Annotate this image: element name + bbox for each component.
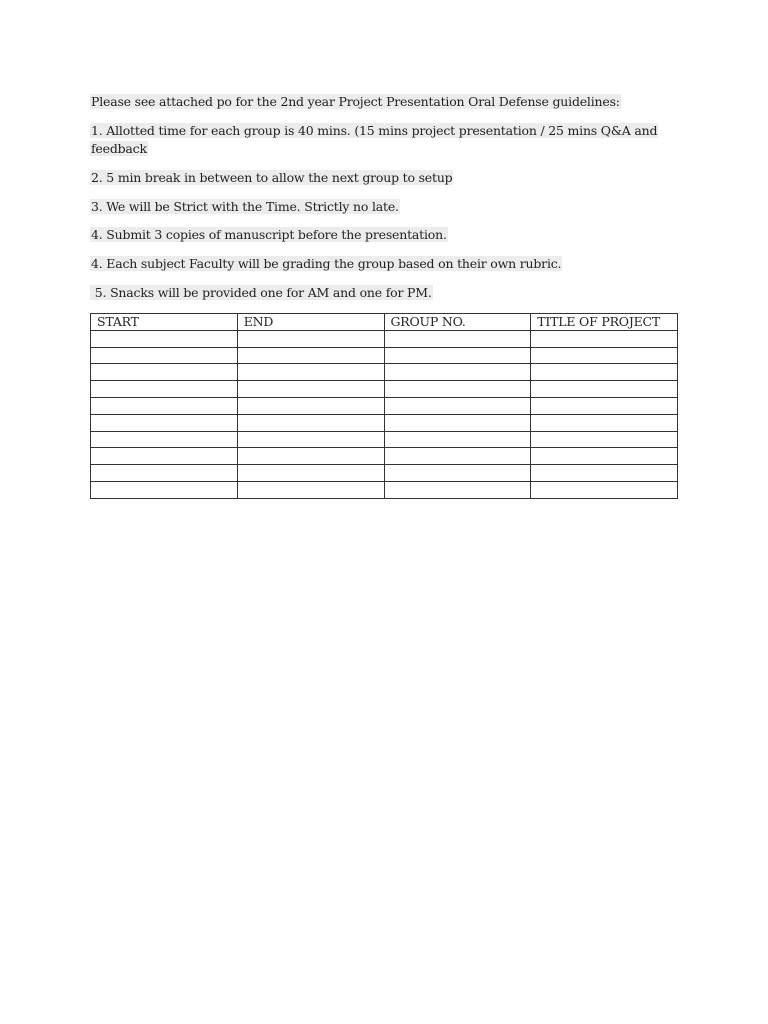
table-cell[interactable] xyxy=(531,431,678,448)
guideline-item-1 xyxy=(90,122,658,140)
table-cell[interactable] xyxy=(237,364,384,381)
guideline-item-6 xyxy=(90,284,433,302)
guideline-item-2-text: 2. 5 min break in between to allow the next group to setup xyxy=(91,170,453,185)
table-cell[interactable] xyxy=(384,330,531,347)
table-cell[interactable] xyxy=(384,414,531,431)
table-cell[interactable] xyxy=(237,465,384,482)
table-cell[interactable] xyxy=(384,481,531,498)
table-cell[interactable] xyxy=(531,414,678,431)
table-row xyxy=(91,465,678,482)
table-cell[interactable] xyxy=(237,414,384,431)
table-cell[interactable] xyxy=(91,397,238,414)
table-cell[interactable] xyxy=(237,448,384,465)
guideline-item-4 xyxy=(90,226,448,244)
guideline-item-1-line-1: 1. Allotted time for each group is 40 mins. (15 mins project presentation / 25 mins Q&A and xyxy=(91,123,658,138)
table-cell[interactable] xyxy=(91,347,238,364)
guideline-item-5-text: 4. Each subject Faculty will be grading the group based on their own rubric. xyxy=(91,256,562,271)
table-cell[interactable] xyxy=(531,347,678,364)
table-cell[interactable] xyxy=(531,397,678,414)
guideline-item-6-text: 5. Snacks will be provided one for AM and one for PM. xyxy=(91,285,432,300)
guideline-item-2 xyxy=(90,169,453,187)
table-cell[interactable] xyxy=(384,364,531,381)
table-row xyxy=(91,397,678,414)
intro-text xyxy=(90,93,621,111)
table-cell[interactable] xyxy=(531,364,678,381)
table-cell[interactable] xyxy=(91,431,238,448)
header-end: END xyxy=(237,314,384,331)
table-cell[interactable] xyxy=(531,465,678,482)
table-cell[interactable] xyxy=(237,481,384,498)
table-cell[interactable] xyxy=(91,414,238,431)
table-header-row xyxy=(91,314,678,331)
table-cell[interactable] xyxy=(91,381,238,398)
header-start: START xyxy=(91,314,238,331)
header-title-of-project: TITLE OF PROJECT xyxy=(531,314,678,331)
guideline-item-1-line-2: feedback xyxy=(91,141,147,156)
guideline-item-3-text: 3. We will be Strict with the Time. Strictly no late. xyxy=(91,199,399,214)
table-cell[interactable] xyxy=(237,330,384,347)
table-row xyxy=(91,481,678,498)
table-row xyxy=(91,347,678,364)
table-cell[interactable] xyxy=(531,381,678,398)
header-group-no: GROUP NO. xyxy=(384,314,531,331)
table-cell[interactable] xyxy=(237,347,384,364)
table-cell[interactable] xyxy=(91,364,238,381)
table-cell[interactable] xyxy=(384,448,531,465)
schedule-table xyxy=(90,313,678,499)
table-cell[interactable] xyxy=(531,330,678,347)
table-cell[interactable] xyxy=(531,448,678,465)
guideline-item-1-continued xyxy=(90,140,148,158)
table-body xyxy=(91,330,678,498)
table-cell[interactable] xyxy=(91,330,238,347)
guideline-item-5 xyxy=(90,255,562,273)
table-cell[interactable] xyxy=(384,381,531,398)
table-cell[interactable] xyxy=(237,431,384,448)
guideline-item-4-text: 4. Submit 3 copies of manuscript before the presentation. xyxy=(91,227,447,242)
table-row xyxy=(91,330,678,347)
table-row xyxy=(91,381,678,398)
table-cell[interactable] xyxy=(91,481,238,498)
table-cell[interactable] xyxy=(91,465,238,482)
table-cell[interactable] xyxy=(237,397,384,414)
guideline-item-3 xyxy=(90,198,400,216)
table-cell[interactable] xyxy=(384,431,531,448)
table-cell[interactable] xyxy=(384,465,531,482)
table-cell[interactable] xyxy=(91,448,238,465)
table-cell[interactable] xyxy=(237,381,384,398)
table-row xyxy=(91,431,678,448)
table-cell[interactable] xyxy=(384,397,531,414)
table-row xyxy=(91,414,678,431)
table-row xyxy=(91,448,678,465)
intro-highlight: Please see attached po for the 2nd year Project Presentation Oral Defense guidelines: xyxy=(91,94,620,109)
table-cell[interactable] xyxy=(384,347,531,364)
table-row xyxy=(91,364,678,381)
table-cell[interactable] xyxy=(531,481,678,498)
